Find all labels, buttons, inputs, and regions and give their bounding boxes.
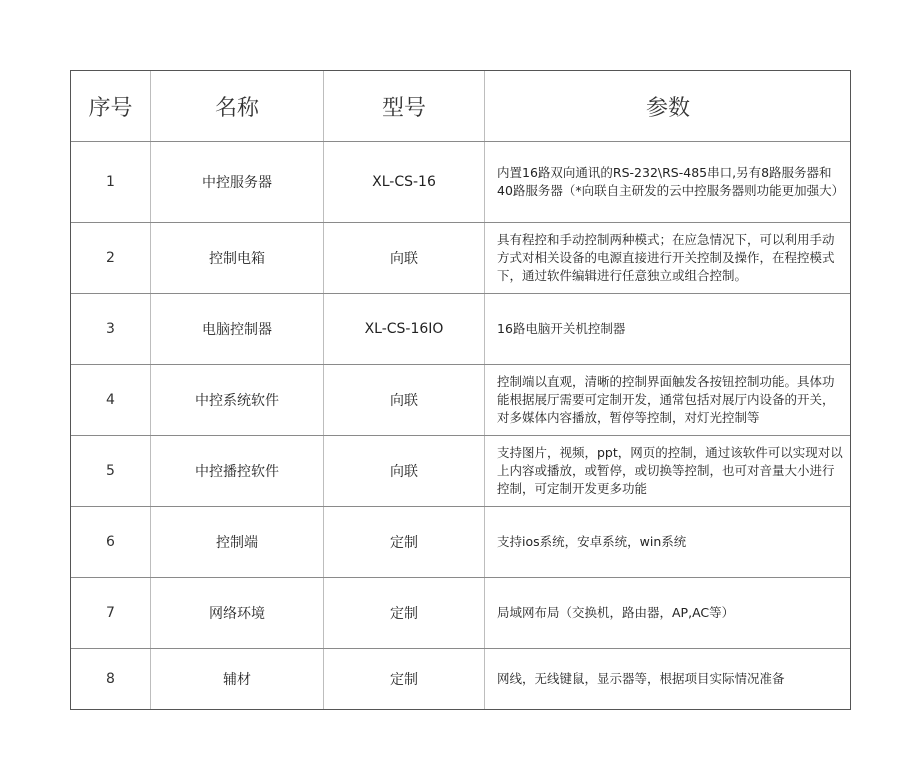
row-index: 2 (71, 223, 151, 293)
row-params-text: 支持ios系统，安卓系统，win系统 (497, 534, 687, 549)
row-params-text: 具有程控和手动控制两种模式；在应急情况下，可以利用手动方式对相关设备的电源直接进行开关控制及操作，在程控模式下，通过软件编辑进行任意独立或组合控制。 (497, 232, 835, 283)
row-index: 3 (71, 294, 151, 364)
row-model: XL-CS-16IO (324, 294, 485, 364)
row-params-text: 局域网布局（交换机，路由器，AP,AC等） (497, 605, 735, 620)
row-index: 8 (71, 649, 151, 709)
row-params (485, 649, 851, 709)
row-params (485, 365, 851, 435)
table-row (71, 365, 850, 436)
row-params-text: 内置16路双向通讯的RS-232\RS-485串口,另有8路服务器和40路服务器（*向联自主研发的云中控服务器则功能更加强大） (497, 165, 845, 198)
table-row (71, 142, 850, 223)
row-params-text: 16路电脑开关机控制器 (497, 321, 626, 336)
row-model: 定制 (324, 507, 485, 577)
row-params (485, 507, 851, 577)
row-params (485, 578, 851, 648)
row-params-text: 网线，无线键鼠，显示器等，根据项目实际情况准备 (497, 671, 785, 686)
row-index: 5 (71, 436, 151, 506)
table-row (71, 649, 850, 709)
table-row (71, 436, 850, 507)
row-params (485, 294, 851, 364)
row-params-text: 支持图片，视频，ppt，网页的控制，通过该软件可以实现对以上内容或播放，或暂停，或切换等控制，也可对音量大小进行控制，可定制开发更多功能 (497, 445, 843, 496)
row-name: 控制端 (151, 507, 324, 577)
header-model: 型号 (324, 71, 485, 141)
table-header-row (71, 71, 850, 142)
row-index: 1 (71, 142, 151, 222)
row-params-text: 控制端以直观，清晰的控制界面触发各按钮控制功能。具体功能根据展厅需要可定制开发，通常包括对展厅内设备的开关，对多媒体内容播放，暂停等控制，对灯光控制等 (497, 374, 835, 425)
row-index: 4 (71, 365, 151, 435)
spec-table (70, 70, 851, 710)
header-name: 名称 (151, 71, 324, 141)
row-params (485, 436, 851, 506)
row-model: 向联 (324, 365, 485, 435)
table-row (71, 507, 850, 578)
row-name: 中控播控软件 (151, 436, 324, 506)
header-params: 参数 (645, 95, 690, 121)
table-row (71, 294, 850, 365)
table-row (71, 223, 850, 294)
row-name: 辅材 (151, 649, 324, 709)
table-row (71, 578, 850, 649)
row-name: 网络环境 (151, 578, 324, 648)
row-index: 6 (71, 507, 151, 577)
row-name: 中控系统软件 (151, 365, 324, 435)
row-params (485, 142, 851, 222)
row-params (485, 223, 851, 293)
row-model: 定制 (324, 649, 485, 709)
row-name: 控制电箱 (151, 223, 324, 293)
row-index: 7 (71, 578, 151, 648)
row-name: 电脑控制器 (151, 294, 324, 364)
header-index: 序号 (71, 71, 151, 141)
row-model: 定制 (324, 578, 485, 648)
row-model: 向联 (324, 436, 485, 506)
row-name: 中控服务器 (151, 142, 324, 222)
row-model: 向联 (324, 223, 485, 293)
row-model: XL-CS-16 (324, 142, 485, 222)
